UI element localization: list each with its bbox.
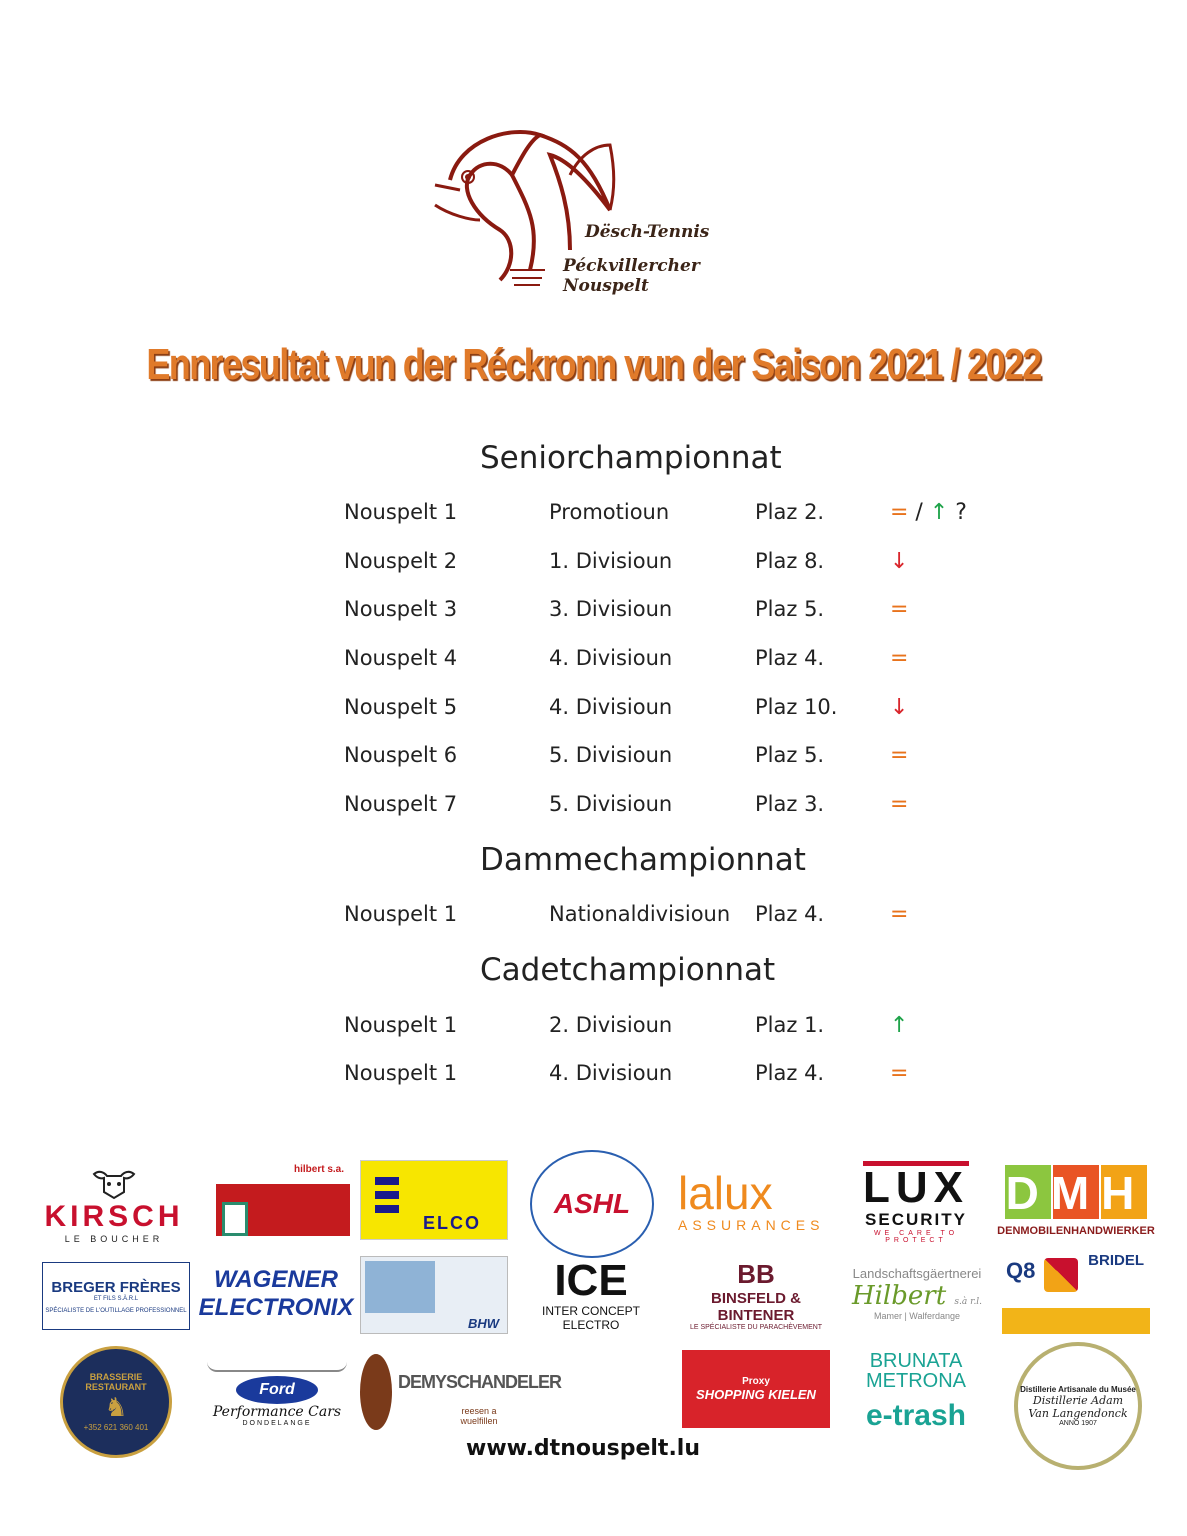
page-title: Ennresultat vun der Réckronn vun der Saison 2021 / 2022 xyxy=(146,340,1041,389)
distillerie-name: Distillerie Adam Van Langendonck xyxy=(1028,1394,1128,1420)
hilbert-garden-suffix: s.à r.l. xyxy=(954,1296,983,1307)
section-title-cadet: Cadetchampionnat xyxy=(480,952,776,988)
division-name: 2. Divisioun xyxy=(549,1013,673,1037)
team-name: Nouspelt 3 xyxy=(344,597,458,621)
lux-sub: SECURITY xyxy=(865,1209,967,1229)
equal-icon: = xyxy=(890,646,909,671)
distillerie-ring: Distillerie Artisanale du Musée xyxy=(1020,1385,1136,1394)
bridel-name: BRIDEL xyxy=(1088,1252,1144,1269)
brasserie-name: BRASSERIE RESTAURANT xyxy=(85,1372,147,1392)
sponsor-hilbert-sa xyxy=(216,1162,350,1242)
place: Plaz 8. xyxy=(755,549,825,573)
sponsor-kirsch xyxy=(35,1162,193,1248)
kirsch-name: KIRSCH xyxy=(44,1200,184,1233)
result-row xyxy=(0,549,1187,579)
division-name: 3. Divisioun xyxy=(549,597,673,621)
sponsor-brunata xyxy=(842,1346,990,1438)
lalux-name: lalux xyxy=(678,1167,773,1219)
result-row xyxy=(0,597,1187,627)
result-row xyxy=(0,695,1187,725)
team-name: Nouspelt 6 xyxy=(344,743,458,767)
sponsor-distillerie xyxy=(1014,1342,1142,1470)
equal-icon: = xyxy=(890,902,909,927)
sponsor-hilbert-garden xyxy=(842,1250,992,1336)
ford-place: DONDELANGE xyxy=(242,1419,312,1427)
sponsor-ashl xyxy=(530,1150,654,1258)
breger-name: BREGER FRÈRES xyxy=(51,1278,181,1296)
wagener-sub: ELECTRONIX xyxy=(198,1294,354,1321)
place: Plaz 4. xyxy=(755,902,825,926)
result-row xyxy=(0,743,1187,773)
demy-sub: reesen a wuelfillen xyxy=(460,1406,498,1426)
elco-name: ELCO xyxy=(423,1213,482,1233)
equal-icon: = xyxy=(890,597,909,622)
team-name: Nouspelt 7 xyxy=(344,792,458,816)
ice-name: ICE xyxy=(554,1256,628,1305)
division-name: 1. Divisioun xyxy=(549,549,673,573)
section-title-damme: Dammechampionnat xyxy=(480,842,806,878)
division-name: Promotioun xyxy=(549,500,670,524)
place: Plaz 1. xyxy=(755,1013,825,1037)
etrash-name: e-trash xyxy=(865,1399,967,1432)
sponsor-bhw xyxy=(360,1256,508,1334)
lalux-sub: ASSURANCES xyxy=(678,1217,825,1233)
division-name: Nationaldivisioun xyxy=(549,902,731,926)
sponsor-grid xyxy=(30,1150,1160,1480)
sponsor-breger xyxy=(42,1262,190,1330)
q8-name: Q8 xyxy=(1006,1258,1036,1283)
dmh-name: DMH xyxy=(1005,1167,1147,1219)
sponsor-lux-security xyxy=(842,1162,990,1242)
sponsor-wagener xyxy=(198,1256,354,1332)
sponsor-proxy xyxy=(682,1350,830,1428)
sponsor-lalux xyxy=(678,1160,828,1242)
team-name: Nouspelt 1 xyxy=(344,1061,458,1085)
logo-line-2: Péckvillercher Nouspelt xyxy=(563,256,700,296)
distillerie-year: ANNO 1907 xyxy=(1059,1420,1097,1427)
sponsor-elco xyxy=(360,1160,508,1240)
trend-indicator: = / ↑ ? xyxy=(890,500,967,525)
down-arrow-icon: ↓ xyxy=(890,695,909,720)
brunata-sub: METRONA xyxy=(866,1370,966,1392)
lux-name: LUX xyxy=(863,1162,969,1212)
sponsor-demy xyxy=(360,1350,562,1436)
team-name: Nouspelt 1 xyxy=(344,1013,458,1037)
hilbert-garden-sub: Mamer | Walferdange xyxy=(873,1310,961,1321)
result-row xyxy=(0,1061,1187,1091)
team-name: Nouspelt 4 xyxy=(344,646,458,670)
team-name: Nouspelt 1 xyxy=(344,902,458,926)
ford-name: Ford xyxy=(236,1376,318,1404)
club-logo xyxy=(420,120,780,300)
place: Plaz 4. xyxy=(755,646,825,670)
place: Plaz 5. xyxy=(755,743,825,767)
result-row xyxy=(0,646,1187,676)
moose-icon: ♞ xyxy=(104,1392,128,1422)
binsfeld-name: BINSFELD & BINTENER xyxy=(711,1290,801,1324)
section-title-senior: Seniorchampionnat xyxy=(480,440,782,476)
wagener-name: WAGENER xyxy=(213,1266,338,1293)
place: Plaz 5. xyxy=(755,597,825,621)
ashl-name: ASHL xyxy=(553,1188,631,1219)
hilbert-sa-name: hilbert s.a. xyxy=(293,1164,344,1175)
logo-line-1: Dësch-Tennis xyxy=(585,222,710,242)
hilbert-garden-top: Landschaftsgäertnerei xyxy=(852,1265,982,1281)
bhw-name: BHW xyxy=(467,1316,499,1331)
ice-sub: INTER CONCEPT ELECTRO xyxy=(541,1304,640,1332)
sponsor-binsfeld: BB BINSFELD & BINTENER LE SPÉCIALISTE DU PARACHÈVEMENT xyxy=(676,1254,836,1336)
up-arrow-icon: ↑ xyxy=(890,1013,909,1038)
team-name: Nouspelt 1 xyxy=(344,500,458,524)
sponsor-ice xyxy=(516,1254,666,1336)
proxy-name: SHOPPING KIELEN xyxy=(696,1387,816,1402)
hilbert-garden-name: Hilbert xyxy=(851,1280,947,1311)
team-name: Nouspelt 5 xyxy=(344,695,458,719)
result-row xyxy=(0,792,1187,822)
team-name: Nouspelt 2 xyxy=(344,549,458,573)
division-name: 5. Divisioun xyxy=(549,743,673,767)
down-arrow-icon: ↓ xyxy=(890,549,909,574)
equal-icon: = xyxy=(890,743,909,768)
breger-suffix: ET FILS S.À.R.L xyxy=(93,1295,139,1302)
result-row xyxy=(0,902,1187,932)
sponsor-dmh xyxy=(997,1160,1155,1242)
equal-icon: = xyxy=(890,1061,909,1086)
division-name: 5. Divisioun xyxy=(549,792,673,816)
result-row xyxy=(0,500,1187,530)
division-name: 4. Divisioun xyxy=(549,1061,673,1085)
sponsor-ford xyxy=(202,1354,352,1434)
place: Plaz 3. xyxy=(755,792,825,816)
place: Plaz 10. xyxy=(755,695,838,719)
brunata-name: BRUNATA xyxy=(869,1350,963,1372)
binsfeld-sub: LE SPÉCIALISTE DU PARACHÈVEMENT xyxy=(689,1324,823,1331)
sponsor-q8-bridel xyxy=(1002,1250,1150,1334)
place: Plaz 4. xyxy=(755,1061,825,1085)
lux-tag: WE CARE TO PROTECT xyxy=(873,1229,959,1244)
brasserie-phone: +352 621 360 401 xyxy=(83,1423,149,1432)
place: Plaz 2. xyxy=(755,500,825,524)
demy-name: DEMYSCHANDELER xyxy=(398,1372,562,1392)
division-name: 4. Divisioun xyxy=(549,646,673,670)
division-name: 4. Divisioun xyxy=(549,695,673,719)
website-link[interactable]: www.dtnouspelt.lu xyxy=(466,1436,701,1461)
equal-icon: = xyxy=(890,792,909,817)
bull-head-icon xyxy=(89,1166,139,1200)
dmh-sub: DENMOBILENHANDWIERKER xyxy=(997,1225,1155,1237)
kirsch-sub: LE BOUCHER xyxy=(64,1234,164,1244)
result-row xyxy=(0,1013,1187,1043)
ford-sub: Performance Cars xyxy=(212,1403,342,1420)
sponsor-brasserie xyxy=(60,1346,172,1458)
proxy-store: Proxy xyxy=(742,1376,770,1387)
breger-sub: SPÉCIALISTE DE L'OUTILLAGE PROFESSIONNEL xyxy=(45,1307,187,1314)
